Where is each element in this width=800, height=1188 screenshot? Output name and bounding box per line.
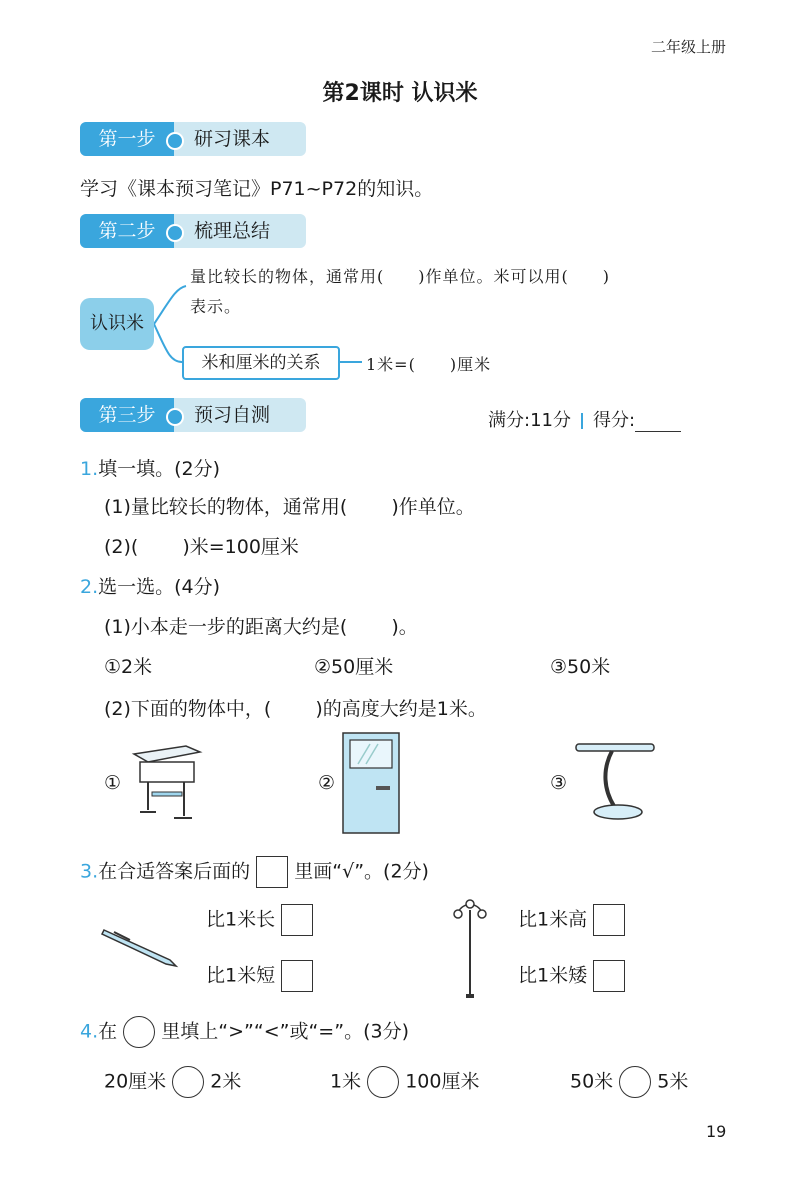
comparison-item: [104, 1066, 241, 1098]
q1-part-a: [104, 492, 475, 519]
desk-lamp-icon: [572, 740, 660, 822]
door-icon: [340, 730, 402, 836]
option-text: 比1米矮: [518, 964, 588, 987]
circle-icon: [123, 1016, 155, 1048]
compare-left: 1米: [330, 1070, 362, 1093]
question-text: (1)量比较长的物体，通常用(: [104, 496, 348, 518]
divider: [581, 413, 583, 429]
question-number: 2.: [80, 576, 99, 598]
step-label: 第二步: [80, 214, 174, 248]
step-one-text: 学习《课本预习笔记》P71~P72的知识。: [80, 178, 434, 200]
answer-checkbox[interactable]: [593, 904, 625, 936]
q2-option[interactable]: ③50米: [550, 656, 611, 678]
compare-circle[interactable]: [367, 1066, 399, 1098]
question-number: 1.: [80, 458, 99, 480]
mindmap-relation-text: 1米=( )厘米: [366, 355, 492, 374]
q1-part-b: [104, 532, 299, 559]
question-number: 3.: [80, 860, 99, 883]
question-text: )作单位。: [391, 496, 475, 518]
question-text: )米=100厘米: [182, 536, 299, 558]
question-text: )的高度大约是1米。: [315, 698, 487, 720]
question-text: 在合适答案后面的: [98, 860, 251, 883]
q3-option: [518, 904, 625, 936]
q2-part-b: [104, 694, 487, 721]
full-score: 满分:11分: [488, 410, 571, 431]
bullet-dot-icon: [166, 132, 184, 150]
step-label: 第一步: [80, 122, 174, 156]
compare-right: 2米: [210, 1070, 242, 1093]
option-marker[interactable]: ②: [318, 772, 336, 794]
question-text: (2)(: [104, 536, 139, 558]
question-text: 里填上“>”“<”或“=”。(3分): [161, 1020, 409, 1043]
option-text: 比1米短: [206, 964, 276, 987]
option-marker[interactable]: ③: [550, 772, 568, 794]
step-label: 第三步: [80, 398, 174, 432]
bullet-dot-icon: [166, 408, 184, 426]
step-two-banner: [80, 214, 306, 248]
q3-option: [518, 960, 625, 992]
question-text: 选一选。(4分): [98, 576, 221, 598]
comparison-item: [570, 1066, 688, 1098]
grade-label: 二年级上册: [650, 38, 726, 56]
step-one-banner: [80, 122, 306, 156]
score-area: [488, 406, 681, 432]
desk-icon: [126, 740, 206, 824]
step-three-banner: [80, 398, 306, 432]
option-marker[interactable]: ①: [104, 772, 122, 794]
compare-left: 50米: [570, 1070, 614, 1093]
compare-left: 20厘米: [104, 1070, 167, 1093]
bullet-dot-icon: [166, 224, 184, 242]
question-text: )。: [391, 616, 418, 638]
mindmap-root: 认识米: [80, 298, 154, 350]
score-blank[interactable]: [635, 413, 681, 432]
compare-right: 100厘米: [405, 1070, 480, 1093]
compare-right: 5米: [657, 1070, 689, 1093]
q3-title: [80, 856, 429, 888]
q1-title: [80, 454, 220, 481]
q2-part-a: [104, 612, 418, 639]
question-text: 在: [98, 1020, 118, 1043]
mindmap-relation-box: 米和厘米的关系: [182, 346, 340, 380]
pen-icon: [100, 922, 184, 970]
question-text: 填一填。(2分): [98, 458, 221, 480]
checkbox-icon: [256, 856, 288, 888]
connector-line: [340, 361, 362, 363]
q2-option[interactable]: ①2米: [104, 656, 153, 678]
page-title: 第2课时 认识米: [322, 81, 478, 106]
q2-title: [80, 572, 220, 599]
step-name: 预习自测: [194, 404, 271, 426]
compare-circle[interactable]: [619, 1066, 651, 1098]
answer-checkbox[interactable]: [593, 960, 625, 992]
question-text: (1)小本走一步的距离大约是(: [104, 616, 348, 638]
street-lamp-icon: [450, 896, 490, 1000]
step-name: 梳理总结: [194, 220, 271, 242]
question-text: 里画“√”。(2分): [294, 860, 429, 883]
answer-checkbox[interactable]: [281, 904, 313, 936]
score-label: 得分:: [592, 410, 636, 431]
page-number: 19: [706, 1122, 727, 1141]
question-number: 4.: [80, 1020, 99, 1043]
step-name: 研习课本: [194, 128, 271, 150]
compare-circle[interactable]: [172, 1066, 204, 1098]
mindmap-branch-text: 表示。: [190, 297, 242, 316]
q2-option[interactable]: ②50厘米: [314, 656, 394, 678]
answer-checkbox[interactable]: [281, 960, 313, 992]
option-text: 比1米长: [206, 908, 276, 931]
q4-title: [80, 1016, 409, 1048]
q3-option: [206, 904, 313, 936]
question-text: (2)下面的物体中，(: [104, 698, 272, 720]
mindmap-branch-text: 量比较长的物体，通常用( )作单位。米可以用( ): [190, 267, 610, 286]
option-text: 比1米高: [518, 908, 588, 931]
comparison-item: [330, 1066, 479, 1098]
q3-option: [206, 960, 313, 992]
